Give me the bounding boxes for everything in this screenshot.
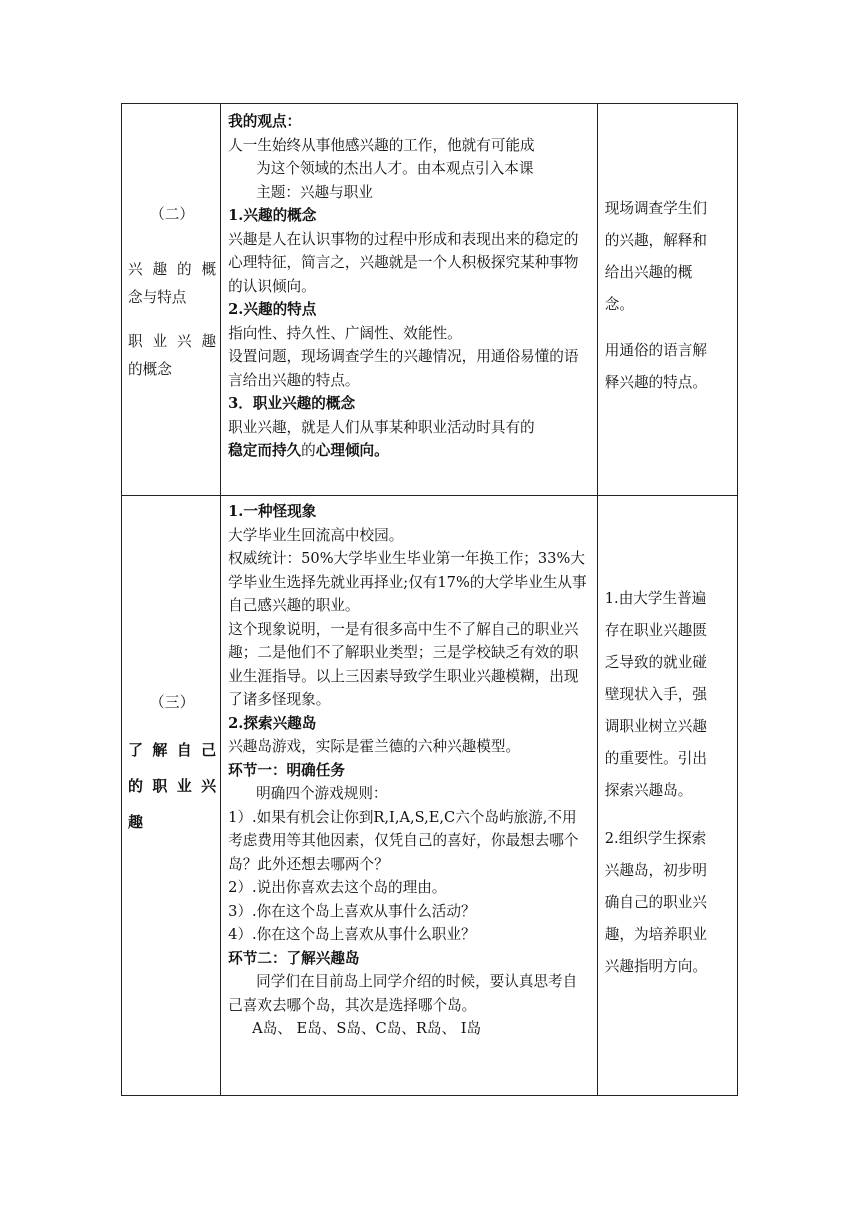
link-title: 环节一：明确任务: [228, 761, 345, 779]
section-title: 2.兴趣的特点: [228, 301, 317, 318]
notes-cell: [597, 496, 737, 1096]
note-line: 乏导致的就业碰: [604, 654, 707, 671]
emphasis-text: 稳定而持久: [228, 442, 302, 459]
link-body: 同学们在目前岛上同学介绍的时候，要认真思考自己喜欢去哪个岛，其次是选择哪个岛。: [228, 973, 578, 1014]
note-line: 的兴趣，解释和: [604, 232, 707, 249]
note-line: 确自己的职业兴: [604, 894, 707, 911]
view-body-line: 人一生始终从事他感兴趣的工作，他就有可能成: [228, 136, 535, 154]
section-title: 1.一种怪现象: [228, 503, 317, 520]
stage-cell: [122, 104, 221, 496]
stage-cell: [122, 496, 221, 1096]
note-line: 给出兴趣的概: [604, 264, 693, 281]
section-body-text: 职业兴趣，就是人们从事某种职业活动时具有的: [228, 418, 535, 436]
stage-item-line: 的概念: [128, 361, 172, 378]
note-line: 2.组织学生探索: [604, 830, 707, 847]
rule-item: 3）.你在这个岛上喜欢从事什么活动？: [228, 902, 476, 920]
lesson-plan-table: [121, 103, 738, 1096]
stage-heading: （二）: [150, 206, 194, 223]
note-line: 用通俗的语言解: [604, 342, 707, 359]
note-line: 兴趣指明方向。: [604, 958, 707, 975]
rule-item: 4）.你在这个岛上喜欢从事什么职业？: [228, 926, 476, 943]
section-body: 兴趣岛游戏，实际是霍兰德的六种兴趣模型。: [228, 738, 521, 755]
view-body-line: 为这个领域的杰出人才。由本观点引入本课: [256, 160, 534, 177]
table-row: [122, 104, 738, 496]
stage-heading: （三）: [149, 693, 195, 711]
section-body: 设置问题，现场调查学生的兴趣情况，用通俗易懂的语言给出兴趣的特点。: [228, 348, 579, 389]
note-line: 壁现状入手，强: [604, 686, 707, 703]
section-title: 3．职业兴趣的概念: [228, 395, 356, 412]
section-title: 2.探索兴趣岛: [228, 714, 317, 732]
section-title: 1.兴趣的概念: [228, 207, 317, 224]
note-line: 调职业树立兴趣: [604, 718, 707, 735]
section-body: 兴趣是人在认识事物的过程中形成和表现出来的稳定的心理特征，简言之，兴趣就是一个人积极探究某种事物的认识倾向。: [228, 230, 579, 295]
stage-item-line: 职业兴趣: [128, 333, 217, 350]
stage-title-line: 的职业兴: [128, 777, 217, 795]
section-body-text: 的: [301, 442, 316, 459]
rule-item: 2）.说出你喜欢去这个岛的理由。: [228, 879, 447, 896]
note-line: 现场调查学生们: [604, 200, 707, 217]
notes-cell: [597, 104, 737, 496]
content-cell: [221, 104, 598, 496]
view-title: 我的观点：: [228, 113, 302, 130]
section-body: [228, 416, 591, 463]
islands-list: A岛、 E岛、S岛、C岛、R岛、 I岛: [252, 1020, 482, 1037]
stage-title-line: 趣: [128, 813, 144, 831]
section-body: 大学毕业生回流高中校园。: [228, 526, 404, 544]
note-line: 探索兴趣岛。: [604, 782, 693, 799]
note-line: 1.由大学生普遍: [604, 590, 707, 607]
stage-item-line: 兴趣的概: [128, 261, 217, 278]
link-title: 环节二：了解兴趣岛: [228, 949, 360, 967]
note-line: 兴趣岛，初步明: [604, 862, 707, 879]
link-intro: 明确四个游戏规则：: [256, 785, 388, 802]
stage-item-line: 念与特点: [128, 289, 187, 306]
section-body: 指向性、持久性、广阔性、效能性。: [228, 324, 462, 342]
note-line: 趣，为培养职业: [604, 926, 707, 943]
view-body-line: 主题：兴趣与职业: [256, 183, 373, 201]
section-body: 这个现象说明，一是有很多高中生不了解自己的职业兴趣；二是他们不了解职业类型；三是学校缺乏有效的职业生涯指导。以上三因素导致学生职业兴趣模糊，出现了诸多怪现象。: [228, 620, 579, 708]
note-line: 的重要性。引出: [604, 750, 707, 767]
section-body: 权威统计：50%大学毕业生毕业第一年换工作；33%大学毕业生选择先就业再择业;仅有17%的大学毕业生从事自己感兴趣的职业。: [228, 550, 587, 614]
rule-item: 1）.如果有机会让你到R,I,A,S,E,C六个岛屿旅游,不用考虑费用等其他因素，仅凭自己的喜好，你最想去哪个岛？此外还想去哪两个？: [228, 808, 579, 873]
note-line: 存在职业兴趣匮: [604, 622, 707, 639]
table-row: [122, 496, 738, 1096]
emphasis-text: 心理倾向。: [315, 442, 389, 459]
note-line: 念。: [604, 296, 634, 313]
stage-title-line: 了解自己: [128, 741, 217, 759]
note-line: 释兴趣的特点。: [604, 374, 707, 391]
content-cell: [221, 496, 598, 1096]
